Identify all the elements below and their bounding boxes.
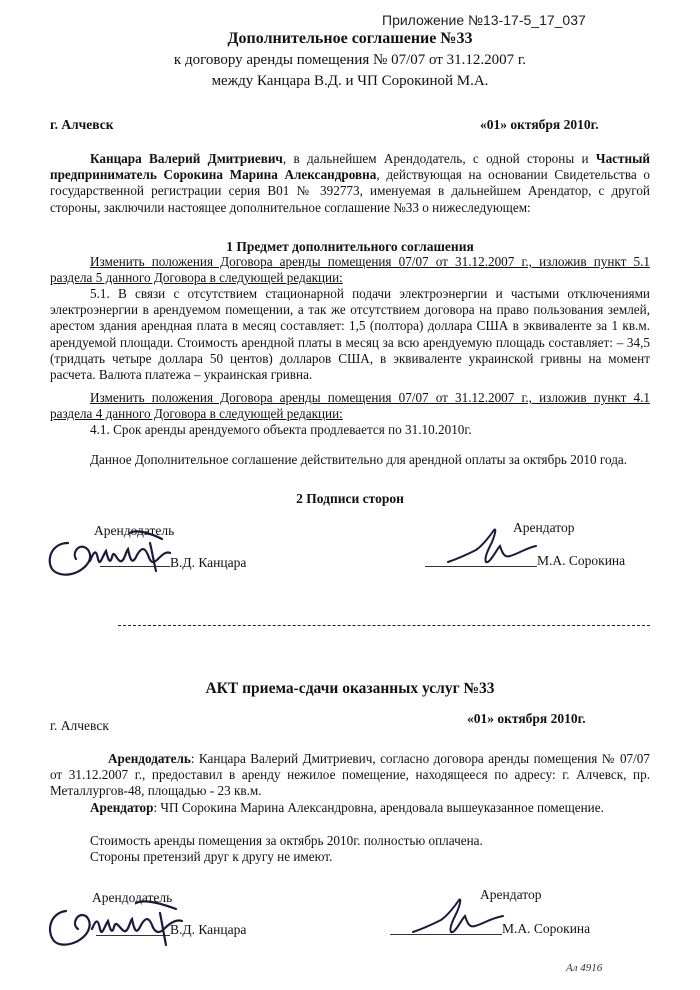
intro-text-part1: , в дальнейшем Арендодатель, с одной стороны и: [282, 151, 589, 166]
act-payment-status: Стоимость аренды помещения за октябрь 2010г. полностью оплачена.: [90, 833, 483, 848]
change-clause-4-1-heading: Изменить положения Договора аренды помещения 07/07 от 31.12.2007 г., изложив пункт 4.1 раздела 4 данного Договора в следующей редакции:: [50, 390, 650, 422]
agreement-city: г. Алчевск: [50, 117, 114, 132]
tenant-full-name: Частный предприниматель Сорокина Марина Александровна: [50, 151, 651, 183]
agreement-title: Дополнительное соглашение №33: [227, 30, 473, 47]
act-tenant-paragraph: [50, 800, 650, 816]
section1-title: 1 Предмет дополнительного соглашения: [226, 239, 474, 254]
agreement-subtitle-parties: между Канцара В.Д. и ЧП Сорокиной М.А.: [211, 73, 489, 89]
agreement-validity: Данное Дополнительное соглашение действительно для арендной оплаты за октябрь 2010 года.: [90, 452, 628, 467]
landlord-full-name: Канцара Валерий Дмитриевич: [90, 151, 283, 166]
change-clause-5-1-heading: Изменить положения Договора аренды помещения 07/07 от 31.12.2007 г., изложив пункт 5.1 раздела 5 данного Договора в следующей редакции:: [50, 254, 650, 286]
act-landlord-sig-label: Арендодатель: [92, 890, 173, 905]
tenant-signature-1: [440, 520, 550, 575]
act-landlord-text: : Канцара Валерий Дмитриевич, согласно договора аренды помещения № 07/07 от 31.12.2007 г., предоставил в аренду нежилое помещение, находящееся по адресу: г. Алчевск, пр. Металлургов-48, площадью - 23 кв.м.: [50, 751, 650, 799]
tenant-signature-2: [405, 888, 515, 943]
agreement-subtitle-contract: к договору аренды помещения № 07/07 от 31.12.2007 г.: [173, 52, 527, 68]
agreement-landlord-label: Арендодатель: [94, 523, 175, 538]
act-tenant-text: : ЧП Сорокина Марина Александровна, арендовала вышеуказанное помещение.: [153, 800, 604, 815]
cut-line-separator: [118, 625, 650, 626]
clause-5-1: 5.1. В связи с отсутствием стационарной подачи электроэнергии и частыми отключениями электроэнергии в арендуемом помещении, а так же отсутствием договора на право пользования землей, арестом здания арендная плата в месяц составляет: 1,5 (полтора) доллара США в эквиваленте за 1 кв.м. арендуемой площади. Стоимость арендной платы в месяц за всю арендуемую площадь составляет: – 34,5 (тридцать четыре доллара 50 центов) долларов США, в эквиваленте украинской гривны на момент расчета. Валюта платежа – украинская гривна.: [50, 286, 650, 383]
act-title: АКТ приема-сдачи оказанных услуг №33: [205, 680, 495, 697]
agreement-tenant-name: М.А. Сорокина: [537, 553, 626, 568]
act-landlord-paragraph: [50, 751, 650, 800]
act-landlord-sig-name: В.Д. Канцара: [170, 922, 247, 937]
act-tenant-sig-label: Арендатор: [480, 887, 542, 902]
landlord-signature-2: [40, 885, 210, 955]
landlord-signature-1: [40, 515, 200, 585]
agreement-landlord-name: В.Д. Канцара: [170, 555, 247, 570]
section2-title: 2 Подписи сторон: [296, 491, 404, 506]
clause-4-1: 4.1. Срок аренды арендуемого объекта продлевается по 31.10.2010г.: [90, 422, 472, 437]
act-date: «01» октября 2010г.: [467, 711, 586, 726]
act-tenant-label: Арендатор: [90, 800, 154, 815]
agreement-date: «01» октября 2010г.: [480, 117, 599, 132]
act-city: г. Алчевск: [50, 718, 109, 733]
agreement-tenant-label: Арендатор: [513, 520, 575, 535]
appendix-label: Приложение №13-17-5_17_037: [382, 12, 586, 28]
intro-text-part2: , действующая на основании Свидетельства о государственной регистрации серия В01 № 392773, именуемая в дальнейшем Арендатор, с другой стороны, заключили настоящее дополнительное соглашение №33 о нижеследующем:: [50, 167, 651, 215]
act-tenant-sig-name: М.А. Сорокина: [502, 921, 591, 936]
agreement-intro: [50, 151, 650, 216]
act-landlord-label: Арендодатель: [108, 751, 191, 766]
handwritten-corner-mark: Ал 4916: [566, 962, 603, 974]
act-no-claims: Стороны претензий друг к другу не имеют.: [90, 849, 333, 864]
